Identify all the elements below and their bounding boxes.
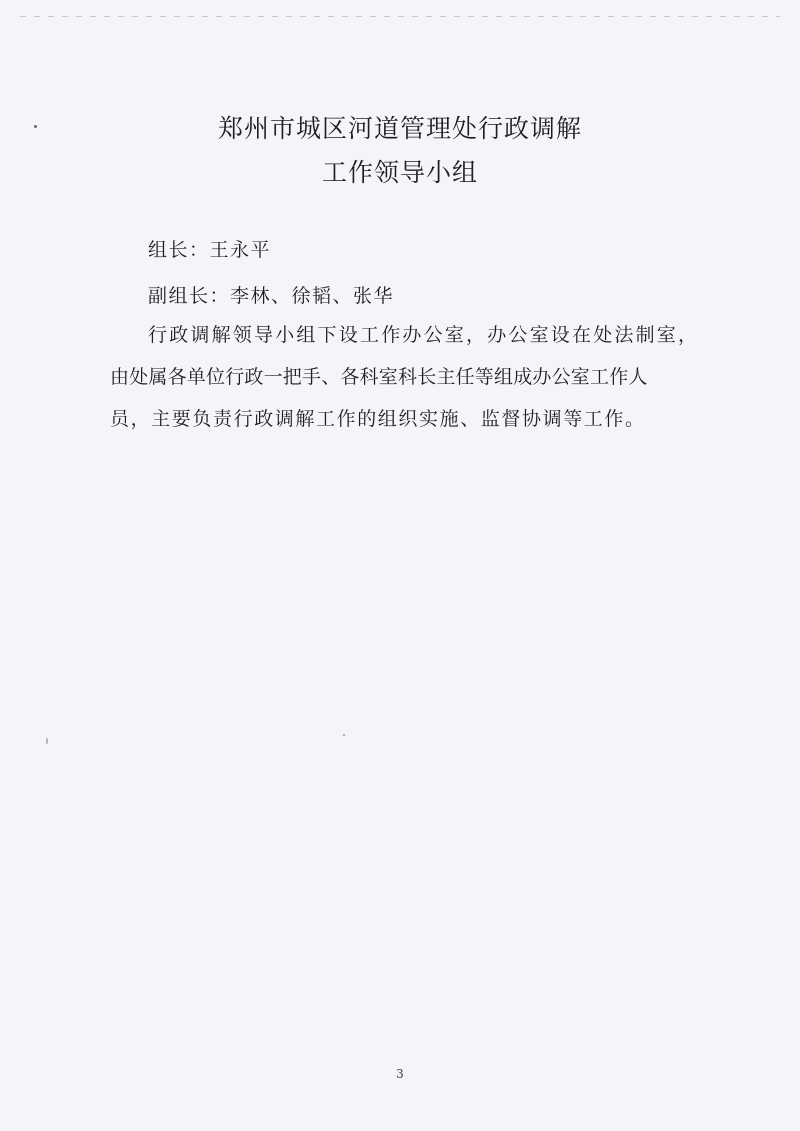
paragraph-line: 行政调解领导小组下设工作办公室，办公室设在处法制室， [148,324,700,346]
scan-speck [46,738,48,744]
scan-speck [343,734,345,736]
paragraph-line: 员，主要负责行政调解工作的组织实施、监督协调等工作。 [110,408,646,430]
document-title-line2: 工作领导小组 [321,158,478,187]
page-number: 3 [396,1067,404,1081]
paragraph-line: 由处属各单位行政一把手、各科室科长主任等组成办公室工作人 [110,366,648,388]
document-title-line1: 郑州市城区河道管理处行政调解 [217,114,582,143]
scan-artifact-line [20,16,780,17]
group-leader-line: 组长：王永平 [148,239,272,261]
deputy-leaders-line: 副组长：李林、徐韬、张华 [148,285,395,307]
